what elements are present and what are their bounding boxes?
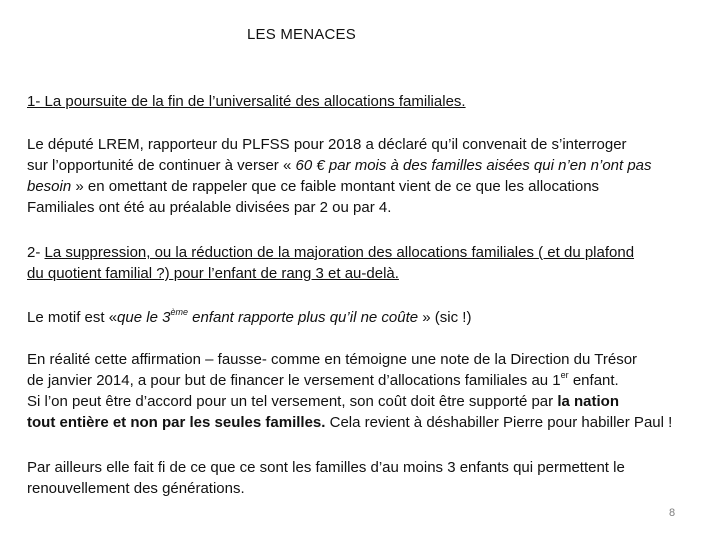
section2-heading-line1 [27,242,634,263]
p2-superscript: er [560,370,569,380]
section3-paragraph [27,457,625,499]
p1-line3 [27,176,652,197]
section2-heading-line2: du quotient familial ?) pour l’enfant de rang 3 et au-delà. [27,265,399,282]
p2-line2 [27,370,672,391]
p2-line2-a: de janvier 2014, a pour but de financer le versement d’allocations familiales au 1 [27,372,561,389]
p2-line4 [27,412,672,433]
motif-quote: que le 3 [117,309,171,326]
p1-quote-italic: 60 € par mois à des familles aisées qui n’en n’ont pas [295,157,652,174]
section2-paragraph [27,349,672,433]
p1-line4: Familiales ont été au préalable divisées par 2 ou par 4. [27,199,392,216]
motif-suffix: » (sic !) [418,309,472,326]
motif-superscript: ème [170,307,188,317]
motif-quote-rest: enfant rapporte plus qu’il ne coûte [187,309,419,326]
p1-line2-a: sur l’opportunité de continuer à verser « [27,157,296,174]
p2-line3 [27,391,672,412]
section2-heading-text: La suppression, ou la réduction de la majoration des allocations familiales ( et du plafond [44,244,635,261]
p1-line3-b: » en omettant de rappeler que ce faible montant vient de ce que les allocations [71,178,600,195]
p2-line3-a: Si l’on peut être d’accord pour un tel versement, son coût doit être supporté par [27,393,558,410]
p2-bold-a: la nation [557,393,619,410]
p2-line1: En réalité cette affirmation – fausse- comme en témoigne une note de la Direction du Trésor [27,351,638,368]
motif-prefix: Le motif est « [27,309,118,326]
p2-line4-b: Cela revient à déshabiller Pierre pour habiller Paul ! [325,414,673,431]
p2-bold-b: tout entière et non par les seules familles. [27,414,326,431]
p2-line2-b: enfant. [568,372,619,389]
p1-line1: Le député LREM, rapporteur du PLFSS pour 2018 a déclaré qu’il convenait de s’interroger [27,136,627,153]
section1-heading [27,91,466,112]
section2-number: 2- [27,244,45,261]
section1-paragraph [27,134,652,218]
page-number: 8 [669,507,676,519]
slide-title: LES MENACES [247,26,356,43]
p1-line2 [27,155,652,176]
section1-heading-text: 1- La poursuite de la fin de l’universalité des allocations familiales. [27,93,466,110]
p3-line1: Par ailleurs elle fait fi de ce que ce sont les familles d’au moins 3 enfants qui permettent le [27,459,625,476]
section2-heading [27,242,634,284]
p3-line2: renouvellement des générations. [27,480,245,497]
p1-quote-end: besoin [27,178,72,195]
motif-line [27,307,471,328]
